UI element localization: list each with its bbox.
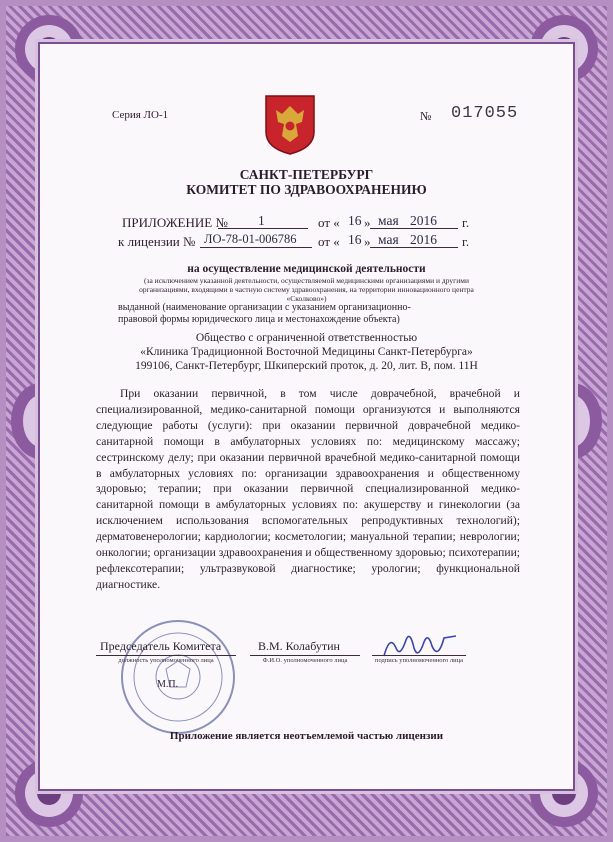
position-underline	[96, 655, 236, 656]
license-from-label: от «	[318, 234, 340, 249]
organization-line-2: «Клиника Традиционной Восточной Медицины Санкт-Петербурга»	[140, 346, 473, 358]
series-label: Серия ЛО-1	[112, 109, 169, 121]
number-label: №	[420, 109, 432, 123]
coat-of-arms-emblem	[262, 92, 318, 156]
activity-heading: на осуществление медицинской деятельности	[187, 263, 426, 275]
appendix-day: 16	[348, 213, 362, 228]
official-seal-stamp	[118, 617, 238, 737]
license-year: 2016	[410, 232, 437, 247]
services-paragraph	[96, 386, 520, 593]
footer-note: Приложение является неотъемлемой частью лицензии	[169, 730, 444, 742]
appendix-label: ПРИЛОЖЕНИЕ №	[122, 215, 228, 230]
position-caption: должность уполномоченного лица	[118, 657, 214, 664]
seal-place-label: М.П.	[157, 679, 179, 690]
license-year-suffix: г.	[462, 234, 470, 249]
organization-line-1: Общество с ограниченной ответственностью	[195, 332, 418, 344]
appendix-from-label: от «	[318, 215, 340, 230]
license-day: 16	[348, 232, 362, 247]
issued-to-line-1: выданной (наименование организации с указанием организационно-	[118, 302, 411, 313]
appendix-number: 1	[258, 213, 265, 228]
authority-heading: КОМИТЕТ ПО ЗДРАВООХРАНЕНИЮ	[186, 182, 427, 197]
signatory-position: Председатель Комитета	[100, 639, 222, 653]
license-month: мая	[378, 232, 399, 247]
license-number: ЛО-78-01-006786	[204, 232, 297, 246]
signature-caption: подпись уполномоченного лица	[374, 657, 464, 664]
license-day-close: »	[364, 234, 371, 249]
signatory-name: В.М. Колабутин	[258, 639, 340, 653]
appendix-year-suffix: г.	[462, 215, 470, 230]
organization-line-3: 199106, Санкт-Петербург, Шкиперский проток, д. 20, лит. В, пом. 11Н	[135, 360, 478, 372]
license-number-underline	[200, 247, 312, 248]
signature-underline	[372, 655, 466, 656]
activity-note-line-1: (за исключением указанной деятельности, осуществляемой медицинскими организациями и другими	[144, 276, 469, 285]
appendix-day-close: »	[364, 215, 371, 230]
name-underline	[250, 655, 360, 656]
name-caption: Ф.И.О. уполномоченного лица	[262, 657, 348, 664]
document-number: 017055	[451, 104, 519, 123]
activity-note-line-2: организациями, входящими в частную систему здравоохранения, на территории инновационного центра	[139, 285, 474, 294]
activity-note-line-3: «Сколково»)	[286, 294, 327, 303]
appendix-year: 2016	[410, 213, 437, 228]
issued-to-line-2: правовой формы юридического лица и местонахождение объекта)	[118, 314, 400, 325]
license-label: к лицензии №	[118, 234, 196, 249]
services-text: При оказании первичной, в том числе доврачебной, врачебной и специализированной, медико-санитарной помощи организуются и выполняются следующие работы (услуги): при оказании первичной доврачебной медико-санитарной помощи в амбулаторных условиях по: медицинскому массажу; сестринскому делу; при оказании первичной врачебной медико-санитарной помощи в амбулаторных условиях по: организации здравоохранения и общественному здоровью; терапии; при оказании первичной специализированной медико-санитарной помощи в амбулаторных условиях по: акушерству и гинекологии (за исключением использования вспомогательных репродуктивных технологий); дерматовенерологии; кардиологии; косметологии; мануальной терапии; неврологии; онкологии; организации здравоохранения и общественному здоровью; психотерапии; рефлексотерапии; ультразвуковой диагностике; урологии; функциональной диагностике.	[96, 387, 520, 591]
appendix-month: мая	[378, 213, 399, 228]
city-heading: САНКТ-ПЕТЕРБУРГ	[239, 167, 374, 182]
